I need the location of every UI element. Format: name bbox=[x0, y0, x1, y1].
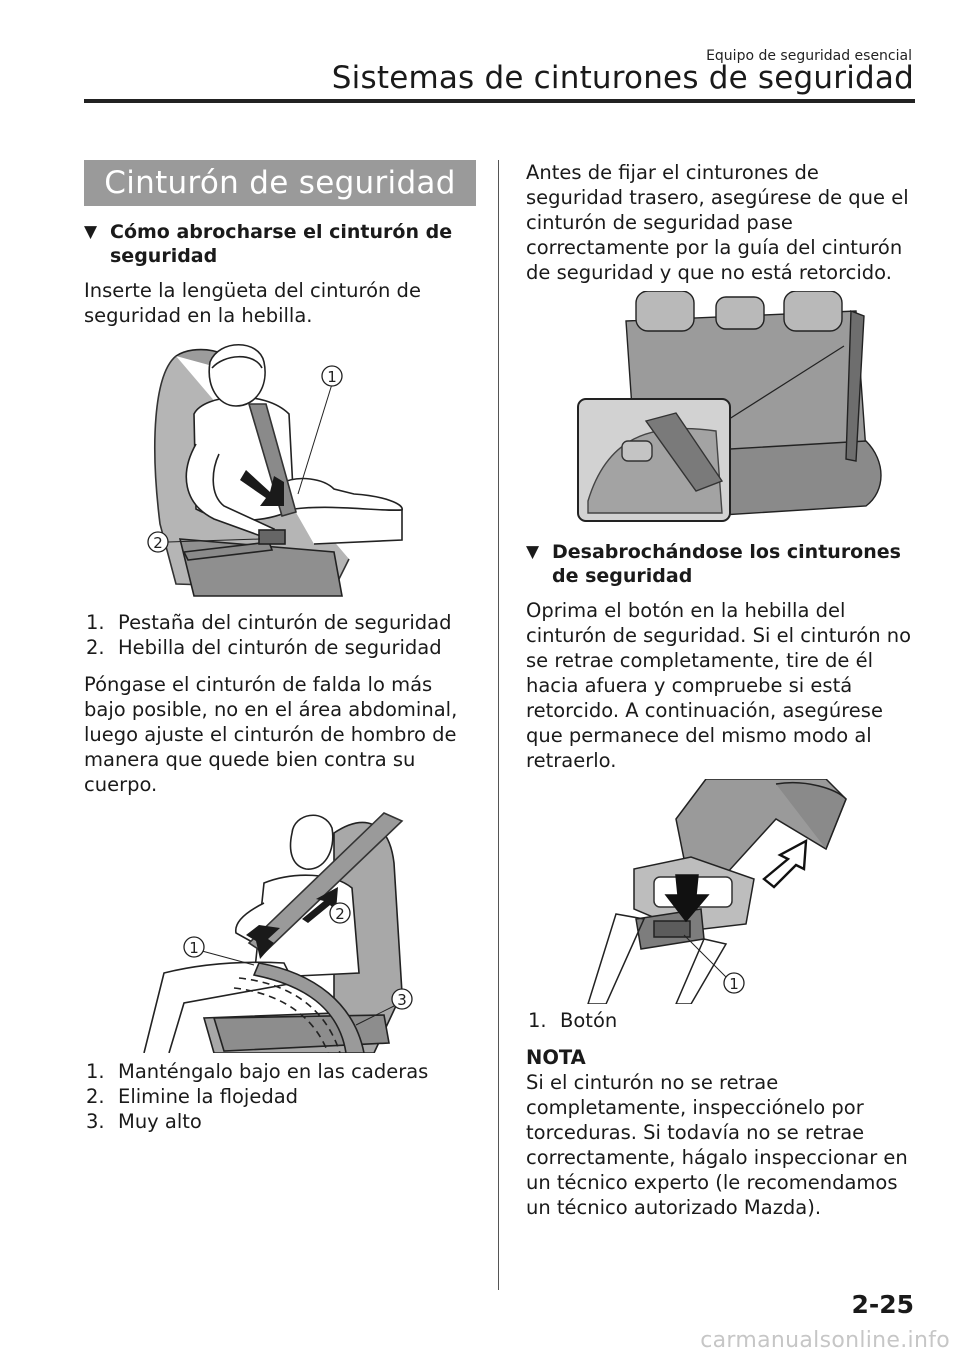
release-button bbox=[654, 921, 690, 937]
legend-item: 1. Manténgalo bajo en las caderas bbox=[86, 1060, 429, 1083]
svg-text:2: 2 bbox=[153, 534, 163, 552]
paragraph-lap-belt: Póngase el cinturón de falda lo más bajo posible, no en el área abdominal, luego ajuste el cinturón de hombro de manera que quede bien contra su cuerpo. bbox=[84, 673, 458, 796]
paragraph-rear-belt-guide: Antes de fijar el cinturones de seguridad trasero, asegúrese de que el cinturón de seguridad pase correctamente por la guía del cinturón de seguridad y que no está retorcido. bbox=[526, 161, 909, 284]
column-divider bbox=[498, 160, 499, 1290]
svg-text:1: 1 bbox=[327, 368, 337, 386]
note-title: NOTA bbox=[526, 1046, 586, 1069]
callout-badge-1 bbox=[322, 366, 342, 386]
section-header: Sistemas de cinturones de seguridad bbox=[331, 60, 914, 96]
triangle-marker-icon: ▼ bbox=[526, 542, 540, 562]
legend-item: 2. Hebilla del cinturón de seguridad bbox=[86, 636, 442, 659]
watermark: carmanualsonline.info bbox=[700, 1328, 950, 1353]
legend-item: 3. Muy alto bbox=[86, 1110, 202, 1133]
callout-badge-2 bbox=[330, 903, 350, 923]
headrest-right bbox=[784, 291, 842, 331]
pull-up-arrow-icon bbox=[764, 841, 806, 887]
legend-item: 1. Pestaña del cinturón de seguridad bbox=[86, 611, 452, 634]
callout-badge-1 bbox=[184, 937, 204, 957]
section-title: Cinturón de seguridad bbox=[84, 160, 476, 206]
right-column bbox=[526, 160, 918, 1226]
svg-text:3: 3 bbox=[397, 991, 407, 1009]
figure-buckle-button bbox=[526, 779, 918, 1004]
subheading-fasten bbox=[84, 220, 476, 268]
legend-list-lap bbox=[84, 1059, 476, 1134]
subheading-text: Desabrochándose los cinturones de seguridad bbox=[552, 541, 901, 587]
legend-item: 1. Botón bbox=[528, 1009, 618, 1032]
paragraph-insert-tongue: Inserte la lengüeta del cinturón de seguridad en la hebilla. bbox=[84, 279, 421, 327]
headrest-left bbox=[636, 291, 694, 331]
triangle-marker-icon: ▼ bbox=[84, 222, 98, 242]
buckle-shape bbox=[259, 530, 285, 544]
figure-lap-belt-position bbox=[84, 803, 476, 1053]
person-head bbox=[209, 345, 265, 406]
subheading-text: Cómo abrocharse el cinturón de seguridad bbox=[110, 221, 453, 267]
page-number: 2-25 bbox=[851, 1290, 914, 1319]
svg-text:2: 2 bbox=[335, 905, 345, 923]
header-rule bbox=[84, 99, 915, 103]
note-text: Si el cinturón no se retrae completamente, inspecciónelo por torceduras. Si todavía no se retrae correctamente, hágalo inspeccionar en un técnico experto (le recomendamos un técnico autorizado Mazda). bbox=[526, 1071, 908, 1219]
chapter-header: Equipo de seguridad esencial bbox=[706, 48, 912, 64]
legend-list-fasten bbox=[84, 610, 476, 660]
legend-list-button bbox=[526, 1008, 918, 1033]
svg-text:1: 1 bbox=[189, 939, 199, 957]
headrest-center bbox=[716, 297, 764, 329]
callout-badge-1 bbox=[724, 973, 744, 993]
figure-fasten-belt bbox=[84, 334, 476, 604]
person-head bbox=[291, 815, 333, 869]
figure-rear-seat-guide bbox=[526, 291, 918, 526]
svg-text:1: 1 bbox=[729, 975, 739, 993]
subheading-unfasten bbox=[526, 540, 918, 588]
legend-item: 2. Elimine la flojedad bbox=[86, 1085, 299, 1108]
paragraph-press-button: Oprima el botón en la hebilla del cinturón de seguridad. Si el cinturón no se retrae completamente, tire de él hacia afuera y compruebe si está retorcido. A continuación, asegúrese que permanece del mismo modo al retraerlo. bbox=[526, 599, 912, 772]
callout-badge-3 bbox=[392, 989, 412, 1009]
callout-badge-2 bbox=[148, 532, 168, 552]
left-column bbox=[84, 160, 476, 1146]
